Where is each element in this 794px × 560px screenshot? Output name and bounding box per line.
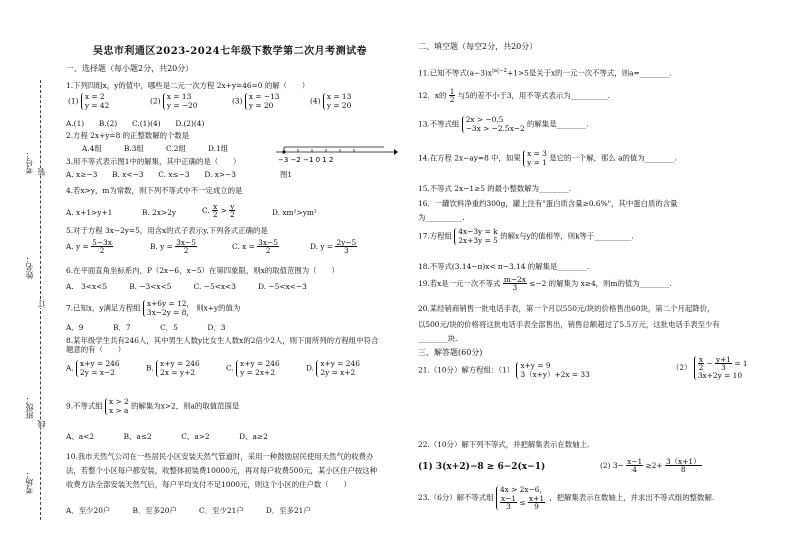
- seal-char-xian: 线: [37, 420, 46, 428]
- question-23: 23.（6分）解不等式组 4x > 2x−6， $\frac{x-1}{3}$ ≤ $\frac{x+1}{9}$ ，把解集表示在数轴上，并求出不等式组的整数解.: [418, 485, 715, 511]
- q3-choices: A. x≥−3 B. x<−3 C. x≤−3 D. x>−3: [66, 170, 236, 179]
- binding-label-room: 考场：: [25, 470, 34, 494]
- question-21: 21.（10分）解方程组：（1） x+y = 9 3（x+y）+2x = 33: [418, 361, 590, 379]
- section-answer-header: 三、解答题(60分): [418, 348, 483, 357]
- q4-choice-a: A. x+1>y+1: [66, 208, 113, 217]
- question-17: 17.方程组 4x−3y = k 2x+3y = 5 的解x与y的值相等，则k等于__________.: [418, 227, 634, 245]
- question-22-part-2: (2) 3− $\frac{x-1}{4}$ ≥2+ $\frac{3(x+1)}{8}$: [600, 457, 701, 475]
- q1-option-2: (2) x = 13 y = −20: [150, 92, 198, 110]
- right-column: [414, 0, 790, 560]
- q5-choice-c: C. x = $\frac{3x-5}{2}$: [232, 238, 278, 256]
- q1-option-3: (3) x = −13 y = 20: [232, 92, 280, 110]
- question-22-part-1: (1) 3(x+2)−8 ≥ 6−2(x−1): [418, 462, 546, 472]
- question-20-line-1: 20.某经销商销售一批电话手表，第一个月以550元/块的价格售出60块，第二个月起降价，: [418, 304, 715, 313]
- seal-char-zhuang: 装: [37, 168, 46, 176]
- q1-choices: A.(1) B.(2) C.(1)(4) D.(2)(4): [66, 119, 205, 128]
- question-10-line-2: 法，若整个小区每户都安装，收整体初装费10000元，再对每户收费500元，某小区住户按这种: [66, 466, 378, 475]
- question-10-line-1: 10.我市天然气公司在一些居民小区安装天然气管道时，采用一种鼓励居民使用天然气的收费办: [66, 452, 374, 461]
- question-14: 14.在方程 2x−ay=8 中，如果 x = 3 y = 1 是它的一个解，那么 a的值为________.: [418, 149, 677, 167]
- question-22: 22.（10分）解下列不等式，并把解集表示在数轴上.: [418, 440, 590, 449]
- q6-choices: A. 3<x<5 B. −3<x<5 C. −5<x<3 D. −5<x<−3: [66, 282, 307, 291]
- q9-choices: A、a<2 B、a≤2 C、a>2 D、a≥2: [66, 432, 268, 441]
- q8-option-b: B. x+y = 246 2x = y+2: [146, 359, 200, 377]
- section-fill-header: 二、填空题（每空2分，共20分）: [418, 42, 538, 51]
- question-18: 18.不等式(3.14−π)x< π−3.14 的解集是________.: [418, 262, 590, 271]
- figure-1-caption: 图1: [280, 170, 293, 179]
- question-19: 19.若x是一元一次不等式 $\frac{m-2x}{3}$ ≤−2 的解集为 x≥4，则m的值为________.: [418, 275, 672, 293]
- q5-choice-d: D. y = $\frac{2y-5}{3}$: [310, 238, 357, 256]
- q1-option-4: (4) x = 13 y = 20: [310, 92, 352, 110]
- question-12: 12．x的 $\frac{1}{2}$ 与5的差不小于3，用不等式表示为__________.: [418, 87, 610, 105]
- binding-label-name: 姓名：: [25, 255, 34, 279]
- seal-char-ding: 订: [37, 300, 46, 308]
- q2-choices: A.4组 B.3组 C.2组 D.1组: [82, 144, 229, 153]
- question-8: 8.某年级学生共有246人，其中男生人数y比女生人数x的2倍少2人，则下面所列的方程组中符合题意的有（ ）: [66, 336, 379, 355]
- question-15: 15.不等式 2x−1≥5 的最小整数解为________.: [418, 184, 571, 193]
- question-9: 9.不等式组 x > 2 x > a 的解集为x>2，则a的取值范围是: [66, 397, 240, 415]
- question-1: 1.下列四组x，y的值中，哪些是二元一次方程 2x+y=46=0 的解（ ）: [66, 81, 310, 90]
- section-choice-header: 一、选择题（每小题2分，共20分）: [66, 64, 194, 73]
- q8-option-d: D. x+y = 246 2y = x+2: [306, 359, 360, 377]
- number-line-tick-labels: −3 −2 −1 0 1 2: [278, 156, 334, 164]
- q10-choices: A．至少20户 B．至多20户 C．至少21户 D．至多21户: [66, 506, 311, 515]
- number-line-ticks: [284, 149, 354, 152]
- q1-option-1: (1) x = 2 y = 42: [68, 92, 110, 110]
- number-line-arrow: [394, 149, 398, 155]
- question-3: 3.用不等式表示图1中的解集，其中正确的是（ ）: [66, 157, 241, 166]
- q4-choice-b: B. 2x>2y: [142, 208, 177, 217]
- q8-option-a: A. x+y = 246 2y = x−2: [66, 359, 120, 377]
- question-4: 4.若x>y，m为常数，则下列不等式中不一定成立的是: [66, 186, 243, 195]
- number-line-figure-1: [274, 146, 398, 172]
- question-7: 7.已知x，y满足方程组 x+6y = 12， 3x−2y = 8， 则x+y的值为: [66, 299, 241, 317]
- question-5: 5.对于方程 3x−2y=5，用含x的式子表示y,下列各式正确的是: [66, 226, 268, 235]
- question-20-line-3: ________块.: [418, 334, 458, 343]
- question-2: 2.方程 2x+y=8 的正整数解的个数是: [66, 131, 190, 140]
- left-column: [62, 0, 398, 560]
- question-13: 13.不等式组 2x > −0.5 −3x > −2.5x−2 的解集是________.: [418, 115, 589, 133]
- binding-label-class: 班级：: [25, 395, 34, 419]
- question-20-line-2: 以500元/块的价格将这批电话手表全部售出，销售总额超过了5.5万元，这批电话手表至少有: [418, 320, 720, 329]
- q7-choices: A．9 B．7 C．5 D．3: [66, 323, 226, 332]
- question-11: 11.已知不等式$(a-3)x^{|a|-2}+1>5$是关于x的一元一次不等式，则a=________.: [418, 68, 672, 78]
- question-10-line-3: 收费方法全部安装天然气后，每户平均支付不足1000元，则这个小区的住户数（ ）: [66, 480, 351, 489]
- q4-choice-d: D. xm²>ym²: [272, 208, 317, 217]
- question-16-line-1: 16．一罐饮料净重约300g，罐上注有"蛋白质含量≥0.6%"，其中蛋白质的含量: [418, 199, 678, 208]
- q5-choice-a: A. y = $\frac{5-3x}{2}$: [66, 238, 112, 256]
- question-21-part-2: （2） $\frac{x}{2}$ − $\frac{y+1}{3}$ = 1 3x+2y = 10: [672, 355, 748, 380]
- binding-label-exam-number: 考号：: [25, 150, 34, 174]
- binding-margin: [0, 0, 58, 560]
- q4-choice-c: C. $\frac{x}{2}$ > $\frac{y}{2}$: [202, 202, 235, 220]
- q5-choice-b: B. y = $\frac{3x-5}{2}$: [150, 238, 196, 256]
- question-16-line-2: 为__________.: [418, 213, 465, 222]
- page-title: 吴忠市利通区2023-2024七年级下数学第二次月考测试卷: [92, 46, 368, 57]
- question-6: 6.在平面直角坐标系内，P（2x−6，x−5）在第四象限，则x的取值范围为（ ）: [66, 266, 339, 275]
- q8-option-c: C. x+y = 246 y = 2x+2: [226, 359, 280, 377]
